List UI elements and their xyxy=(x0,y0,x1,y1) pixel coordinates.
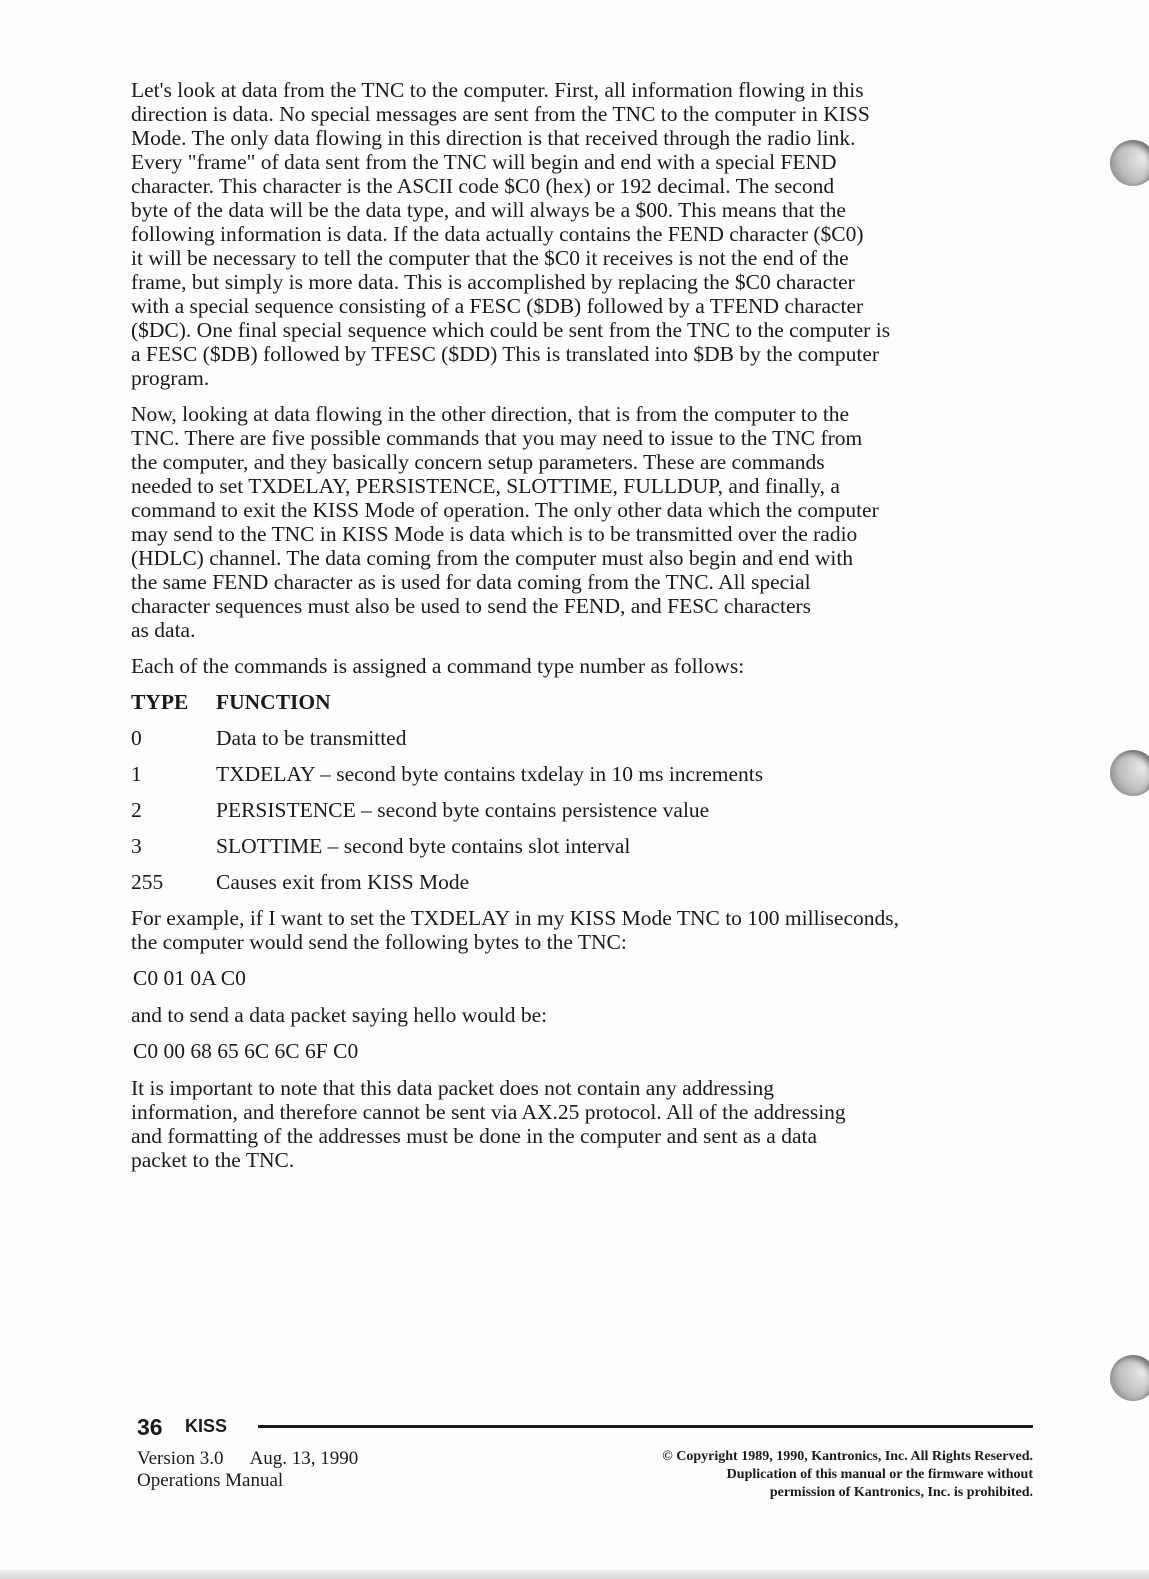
command-row xyxy=(131,798,1031,834)
paragraph-addressing-note: It is important to note that this data packet does not contain any addressing information, and therefore cannot be sent via AX.25 protocol. All of the addressing and formatting of the addresses must be done in the computer and sent as a data packet to the TNC. xyxy=(131,1076,846,1172)
binder-hole xyxy=(1110,1355,1149,1401)
hello-byte-sequence: C0 00 68 65 6C 6C 6F C0 xyxy=(133,1039,359,1063)
section-label: KISS xyxy=(185,1416,228,1436)
txdelay-byte-sequence: C0 01 0A C0 xyxy=(133,966,246,990)
command-type: 2 xyxy=(131,798,142,822)
copyright-line: Duplication of this manual or the firmware without xyxy=(726,1467,1033,1482)
paragraph-command-intro: Each of the commands is assigned a command type number as follows: xyxy=(131,654,745,678)
copyright-line: © Copyright 1989, 1990, Kantronics, Inc. All Rights Reserved. xyxy=(662,1449,1033,1464)
page-number: 36 xyxy=(137,1414,163,1440)
command-row xyxy=(131,870,1031,906)
copyright-notice xyxy=(662,1448,1033,1502)
version-date: Aug. 13, 1990 xyxy=(249,1448,359,1469)
command-type: 3 xyxy=(131,834,142,858)
footer-rule xyxy=(258,1425,1033,1428)
header-type: TYPE xyxy=(131,690,189,714)
binder-hole xyxy=(1110,750,1149,796)
manual-title: Operations Manual xyxy=(137,1470,284,1491)
command-function: Causes exit from KISS Mode xyxy=(216,870,470,894)
binder-hole xyxy=(1110,140,1149,186)
command-row xyxy=(131,762,1031,798)
version-number: Version 3.0 xyxy=(137,1448,224,1469)
command-function: Data to be transmitted xyxy=(216,726,407,750)
command-type: 0 xyxy=(131,726,142,750)
copyright-line: permission of Kantronics, Inc. is prohibited. xyxy=(769,1485,1033,1500)
command-type: 255 xyxy=(131,870,164,894)
command-function: SLOTTIME – second byte contains slot interval xyxy=(216,834,631,858)
page-body xyxy=(131,78,1031,1184)
page-footer xyxy=(137,1408,1033,1500)
command-row xyxy=(131,726,1031,762)
command-row xyxy=(131,834,1031,870)
command-type-table xyxy=(131,690,1031,906)
command-function: PERSISTENCE – second byte contains persistence value xyxy=(216,798,710,822)
command-table-header xyxy=(131,690,1031,726)
paragraph-tnc-to-computer: Let's look at data from the TNC to the computer. First, all information flowing in this direction is data. No special messages are sent from the TNC to the computer in KISS Mode. The only data flowing in this direction is that received through the radio link. Every "frame" of data sent from the TNC will begin and end with a special FEND character. This character is the ASCII code $C0 (hex) or 192 decimal. The second byte of the data will be the data type, and will always be a $00. This means that the following information is data. If the data actually contains the FEND character ($C0) it will be necessary to tell the computer that the $C0 it receives is not the end of the frame, but simply is more data. This is accomplished by replacing the $C0 character with a special sequence consisting of a FESC ($DB) followed by a TFEND character ($DC). One final special sequence which could be sent from the TNC to the computer is a FESC ($DB) followed by TFESC ($DD) This is translated into $DB by the computer program. xyxy=(131,78,891,390)
paragraph-computer-to-tnc: Now, looking at data flowing in the other direction, that is from the computer to the TNC. There are five possible commands that you may need to issue to the TNC from the computer, and they basically concern setup parameters. These are commands needed to set TXDELAY, PERSISTENCE, SLOTTIME, FULLDUP, and finally, a command to exit the KISS Mode of operation. The only other data which the computer may send to the TNC in KISS Mode is data which is to be transmitted over the radio (HDLC) channel. The data coming from the computer must also begin and end with the same FEND character as is used for data coming from the TNC. All special character sequences must also be used to send the FEND, and FESC characters as data. xyxy=(131,402,879,642)
paragraph-hello-example: and to send a data packet saying hello would be: xyxy=(131,1003,548,1027)
page-edge xyxy=(0,1570,1149,1579)
header-function: FUNCTION xyxy=(216,690,331,714)
command-type: 1 xyxy=(131,762,142,786)
command-function: TXDELAY – second byte contains txdelay in 10 ms increments xyxy=(216,762,764,786)
version-line xyxy=(137,1448,358,1470)
paragraph-txdelay-example: For example, if I want to set the TXDELAY in my KISS Mode TNC to 100 milliseconds, the computer would send the following bytes to the TNC: xyxy=(131,906,899,954)
